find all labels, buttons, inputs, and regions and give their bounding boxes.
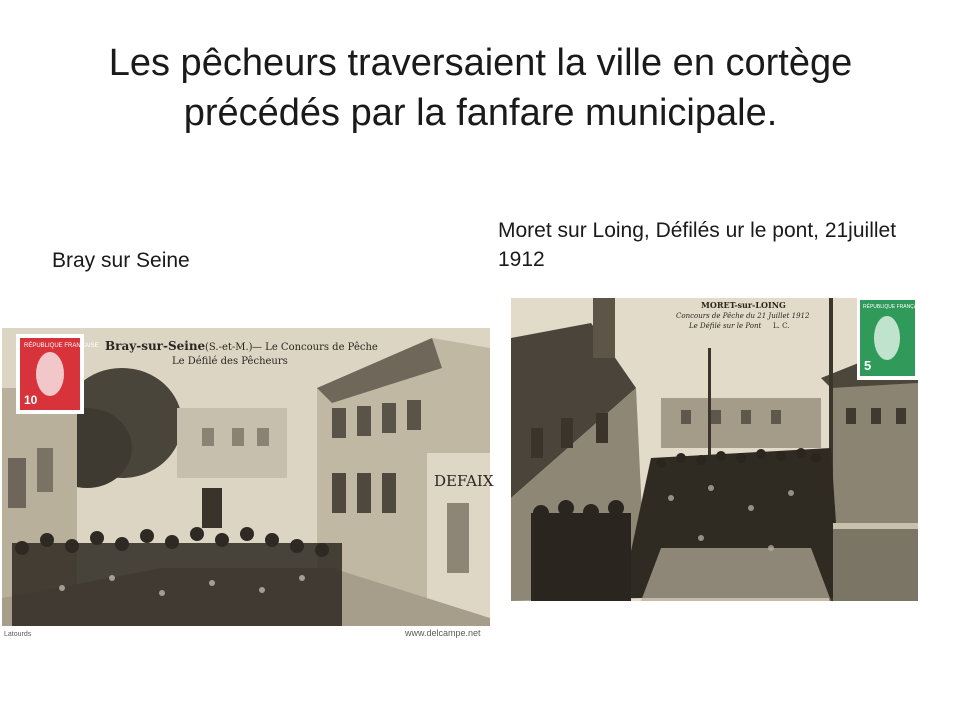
postcard-header-place: Bray-sur-Seine [105, 339, 206, 353]
postcard-header-event: — Le Concours de Pêche [252, 342, 378, 353]
postcard-bray-sur-seine [2, 328, 494, 638]
shop-sign: DEFAIX [434, 472, 494, 490]
slide-title: Les pêcheurs traversaient la ville en cortège précédés par la fanfare municipale. [108, 42, 853, 134]
postcard-header-sub: Le Défilé des Pêcheurs [172, 356, 288, 367]
postcard-header-dept: (S.-et-M.) [205, 342, 253, 353]
postcard-header-event: Concours de Pêche du 21 Juillet 1912 [676, 312, 810, 320]
svg-text:10: 10 [24, 393, 38, 407]
caption-moret-sur-loing: Moret sur Loing, Défilés ur le pont, 21juillet 1912 [498, 219, 897, 271]
postcard-header-place: MORET-sur-LOING [701, 300, 786, 310]
svg-text:RÉPUBLIQUE FRANÇAISE: RÉPUBLIQUE FRANÇAISE [24, 343, 99, 349]
postcard-moret-sur-loing [511, 298, 926, 601]
svg-text:5: 5 [864, 358, 872, 373]
caption-bray-sur-seine: Bray sur Seine [52, 249, 190, 272]
postage-stamp-green [857, 298, 926, 380]
postcard-credit: Latourds [4, 631, 32, 638]
postcard-header-initials: L. C. [773, 322, 790, 330]
watermark: www.delcampe.net [405, 628, 481, 638]
svg-text:RÉPUBLIQUE FRANÇAISE: RÉPUBLIQUE FRANÇAISE [863, 304, 926, 310]
postcard-header-sub: Le Défilé sur le Pont [689, 322, 762, 330]
